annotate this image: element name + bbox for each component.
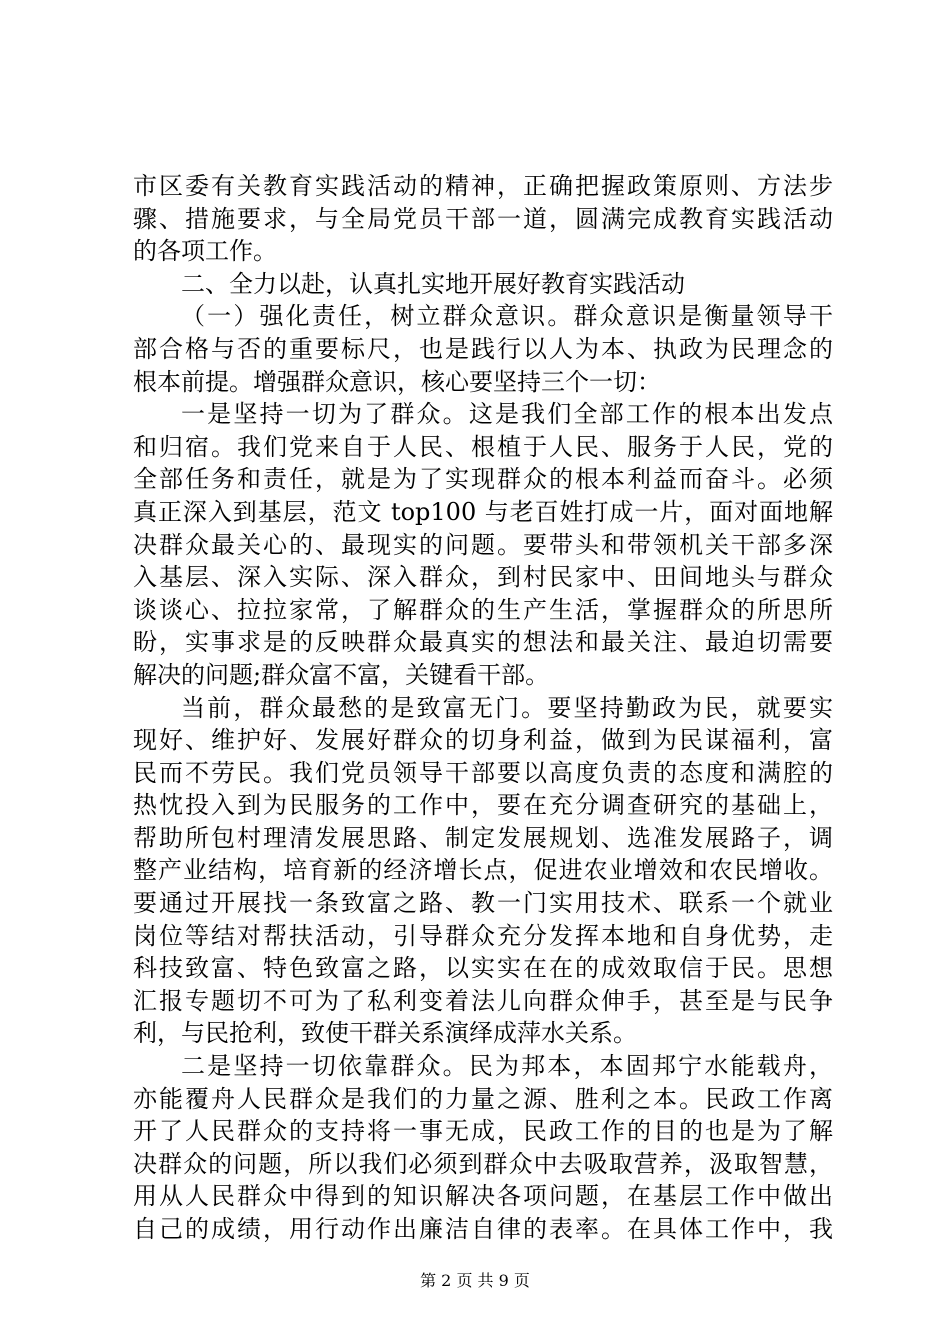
text-line: 热忱投入到为民服务的工作中，要在充分调查研究的基础上， bbox=[133, 791, 833, 820]
text-line: 帮助所包村理清发展思路、制定发展规划、选准发展路子，调 bbox=[133, 823, 833, 852]
text-line: 用从人民群众中得到的知识解决各项问题，在基层工作中做出 bbox=[133, 1182, 833, 1211]
text-line: 根本前提。增强群众意识，核心要坚持三个一切： bbox=[133, 367, 661, 396]
text-line: 决群众最关心的、最现实的问题。要带头和带领机关干部多深 bbox=[133, 530, 833, 559]
text-line: 亦能覆舟人民群众是我们的力量之源、胜利之本。民政工作离 bbox=[133, 1084, 833, 1113]
text-line: 一是坚持一切为了群众。这是我们全部工作的根本出发点 bbox=[181, 400, 833, 429]
text-line: 市区委有关教育实践活动的精神，正确把握政策原则、方法步 bbox=[133, 172, 833, 200]
text-line: 当前，群众最愁的是致富无门。要坚持勤政为民，就要实 bbox=[181, 693, 833, 722]
page-footer: 第 2 页 共 9 页 bbox=[420, 1271, 530, 1290]
text-line: 真正深入到基层，范文 top100 与老百姓打成一片，面对面地解 bbox=[133, 497, 833, 526]
text-line: 决群众的问题，所以我们必须到群众中去吸取营养，汲取智慧， bbox=[133, 1149, 833, 1178]
text-line: 汇报专题切不可为了私利变着法儿向群众伸手，甚至是与民争 bbox=[133, 986, 833, 1015]
text-line: 科技致富、特色致富之路，以实实在在的成效取信于民。思想 bbox=[133, 954, 833, 983]
text-line: 盼，实事求是的反映群众最真实的想法和最关注、最迫切需要 bbox=[133, 628, 833, 657]
text-line: 整产业结构，培育新的经济增长点，促进农业增效和农民增收。 bbox=[133, 856, 833, 885]
text-line: 岗位等结对帮扶活动，引导群众充分发挥本地和自身优势，走 bbox=[133, 921, 833, 950]
text-line: 自己的成绩，用行动作出廉洁自律的表率。在具体工作中，我 bbox=[133, 1215, 833, 1243]
document-body bbox=[133, 170, 833, 1246]
text-line: 要通过开展找一条致富之路、教一门实用技术、联系一个就业 bbox=[133, 889, 833, 918]
text-line: 部合格与否的重要标尺，也是践行以人为本、执政为民理念的 bbox=[133, 334, 833, 363]
text-line: （一）强化责任，树立群众意识。群众意识是衡量领导干 bbox=[181, 302, 833, 331]
text-line: 开了人民群众的支持将一事无成，民政工作的目的也是为了解 bbox=[133, 1117, 833, 1146]
text-line: 入基层、深入实际、深入群众，到村民家中、田间地头与群众 bbox=[133, 563, 833, 592]
text-line: 解决的问题;群众富不富，关键看干部。 bbox=[133, 660, 550, 689]
text-line: 谈谈心、拉拉家常，了解群众的生产生活，掌握群众的所思所 bbox=[133, 595, 833, 624]
text-line: 二、全力以赴，认真扎实地开展好教育实践活动 bbox=[181, 269, 685, 298]
text-line: 二是坚持一切依靠群众。民为邦本，本固邦宁水能载舟， bbox=[181, 1052, 833, 1081]
text-line: 民而不劳民。我们党员领导干部要以高度负责的态度和满腔的 bbox=[133, 758, 833, 787]
text-line: 利，与民抢利，致使干群关系演绎成萍水关系。 bbox=[133, 1019, 637, 1048]
text-line: 的各项工作。 bbox=[133, 237, 277, 266]
text-line: 骤、措施要求，与全局党员干部一道，圆满完成教育实践活动 bbox=[133, 204, 833, 233]
text-line: 和归宿。我们党来自于人民、根植于人民、服务于人民，党的 bbox=[133, 432, 833, 461]
text-line: 现好、维护好、发展好群众的切身利益，做到为民谋福利，富 bbox=[133, 726, 833, 755]
text-line: 全部任务和责任，就是为了实现群众的根本利益而奋斗。必须 bbox=[133, 465, 833, 494]
